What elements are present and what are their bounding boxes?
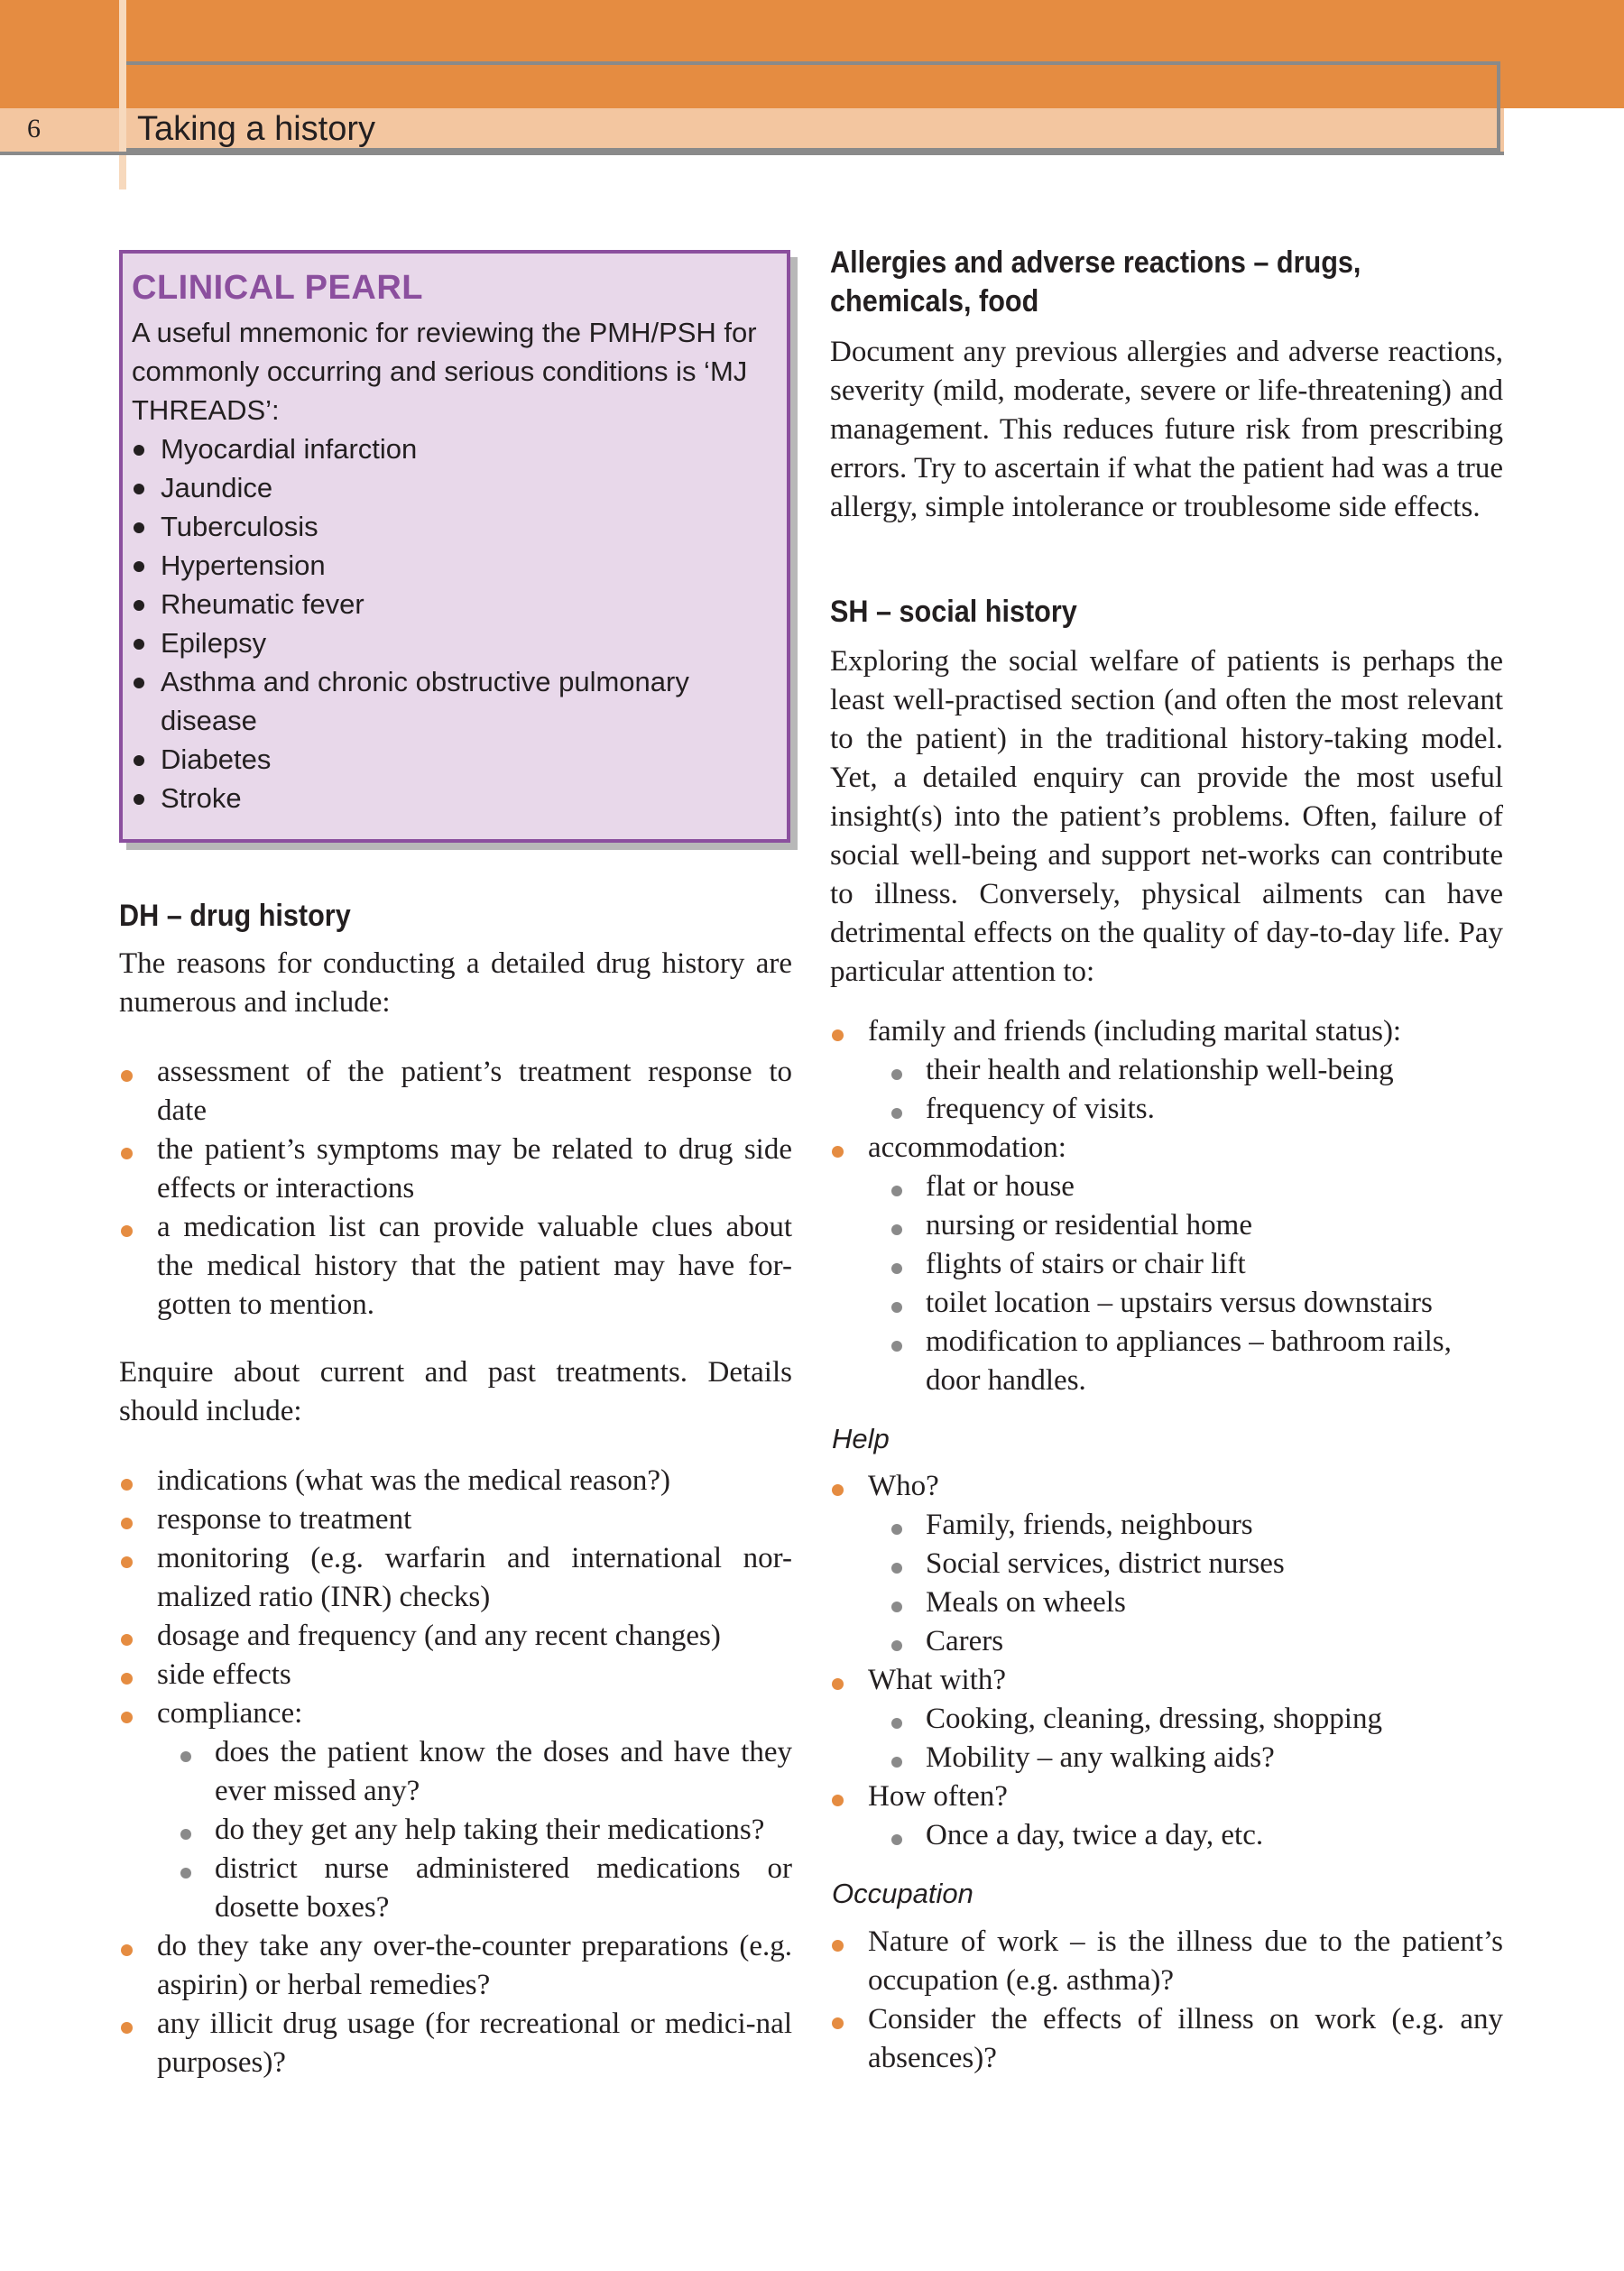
help-list [830,1467,1503,1855]
bullet-icon [134,678,144,688]
bullet-icon [121,1070,133,1082]
list-item: assessment of the patient’s treatment response to date [119,1053,792,1131]
bullet-icon [891,1524,902,1535]
bullet-icon [121,1518,133,1529]
bullet-icon [891,1263,902,1274]
bullet-icon [891,1069,902,1080]
bullet-icon [891,1302,902,1313]
clinical-pearl-list [132,429,738,817]
drug-history-reasons [119,1053,792,1325]
bullet-icon [134,755,144,766]
drug-history-intro: The reasons for conducting a detailed drug history are numerous and include: [119,947,792,1019]
bullet-icon [891,1757,902,1768]
bullet-icon [134,522,144,533]
bullet-icon [832,1029,844,1041]
bullet-icon [891,1563,902,1574]
list-item: dosage and frequency (and any recent changes) [119,1617,792,1656]
sub-list-item: does the patient know the doses and have they ever missed any? [119,1733,792,1811]
bullet-icon [891,1341,902,1352]
sub-list-item: frequency of visits. [830,1090,1503,1129]
sub-list-item: Meals on wheels [830,1583,1503,1622]
bullet-icon [891,1718,902,1729]
bullet-icon [134,445,144,456]
header-divider [119,0,126,189]
list-item: compliance: [119,1694,792,1733]
sub-list-item: flights of stairs or chair lift [830,1245,1503,1284]
list-item: Nature of work – is the illness due to the patient’s occupation (e.g. asthma)? [830,1923,1503,2000]
clinical-pearl-intro: A useful mnemonic for reviewing the PMH/PSH for commonly occurring and serious conditions is ‘MJ THREADS’: [132,317,757,426]
clinical-pearl-title: CLINICAL PEARL [132,269,423,307]
bullet-icon [832,1484,844,1496]
bullet-icon [180,1829,191,1840]
list-item: do they take any over-the-counter preparations (e.g. aspirin) or herbal remedies? [119,1927,792,2005]
bullet-icon [891,1602,902,1612]
drug-history-details [119,1462,792,2082]
bullet-icon [134,639,144,650]
list-item: Epilepsy [132,623,738,662]
bullet-icon [134,600,144,611]
list-item: response to treatment [119,1500,792,1539]
bullet-icon [180,1751,191,1762]
bullet-icon [891,1834,902,1845]
bullet-icon [134,561,144,572]
social-history-list [830,1012,1503,1400]
bullet-icon [832,1678,844,1690]
bullet-icon [121,2022,133,2034]
social-history-heading: SH – social history [830,595,1077,629]
list-item: Stroke [132,779,738,817]
list-item: indications (what was the medical reason?) [119,1462,792,1500]
list-item: a medication list can provide valuable clues about the medical history that the patient may have for-gotten to mention. [119,1208,792,1325]
bullet-icon [121,1634,133,1646]
list-item: Hypertension [132,546,738,585]
help-heading: Help [832,1423,890,1454]
list-item: Consider the effects of illness on work (e.g. any absences)? [830,2000,1503,2078]
bullet-icon [134,484,144,494]
list-item: Jaundice [132,468,738,507]
list-item: Asthma and chronic obstructive pulmonary disease [132,662,738,740]
bullet-icon [134,794,144,805]
list-item: Tuberculosis [132,507,738,546]
occupation-list [830,1923,1503,2078]
sub-list-item: nursing or residential home [830,1206,1503,1245]
allergies-body: Document any previous allergies and adverse reactions, severity (mild, moderate, severe or life-threatening) and management. This reduces future risk from prescribing errors. Try to ascertain if what the patient had was a true allergy, simple intolerance or troublesome side effects. [830,336,1503,523]
bullet-icon [121,1148,133,1159]
running-title: Taking a history [137,110,376,148]
bullet-icon [891,1224,902,1235]
occupation-heading: Occupation [832,1878,973,1909]
sub-list-item: flat or house [830,1168,1503,1206]
bullet-icon [891,1640,902,1651]
drug-history-heading: DH – drug history [119,899,351,933]
bullet-icon [121,1944,133,1956]
bullet-icon [121,1556,133,1568]
sub-list-item: toilet location – upstairs versus downstairs [830,1284,1503,1323]
bullet-icon [832,1940,844,1952]
bullet-icon [832,1795,844,1806]
sub-list-item: Mobility – any walking aids? [830,1739,1503,1777]
list-item: family and friends (including marital status): [830,1012,1503,1051]
list-item: side effects [119,1656,792,1694]
drug-history-enquire: Enquire about current and past treatments. Details should include: [119,1356,792,1427]
list-item: Diabetes [132,740,738,779]
bullet-icon [121,1673,133,1685]
bullet-icon [180,1868,191,1879]
list-item: monitoring (e.g. warfarin and international nor-malized ratio (INR) checks) [119,1539,792,1617]
header-rule [0,152,1504,155]
bullet-icon [121,1712,133,1723]
sub-list-item: do they get any help taking their medications? [119,1811,792,1850]
bullet-icon [832,1146,844,1158]
allergies-heading: Allergies and adverse reactions – drugs, chemicals, food [830,245,1361,318]
bullet-icon [121,1479,133,1491]
bullet-icon [891,1108,902,1119]
sub-list-item: Cooking, cleaning, dressing, shopping [830,1700,1503,1739]
list-item: accommodation: [830,1129,1503,1168]
sub-list-item: Once a day, twice a day, etc. [830,1816,1503,1855]
sub-list-item: Carers [830,1622,1503,1661]
list-item: Rheumatic fever [132,585,738,623]
list-item: the patient’s symptoms may be related to drug side effects or interactions [119,1131,792,1208]
sub-list-item: Social services, district nurses [830,1545,1503,1583]
list-item: Who? [830,1467,1503,1506]
list-item: any illicit drug usage (for recreational or medici-nal purposes)? [119,2005,792,2082]
bullet-icon [891,1186,902,1196]
sub-list-item: Family, friends, neighbours [830,1506,1503,1545]
list-item: What with? [830,1661,1503,1700]
social-history-body: Exploring the social welfare of patients is perhaps the least well-practised section (and often the most relevant to the patient) in the traditional history-taking model. Yet, a detailed enquiry can provide the most useful insight(s) into the patient’s problems. Often, failure of social well-being and support net-works can contribute to illness. Conversely, physical ailments can have detrimental effects on the quality of day-to-day life. Pay particular attention to: [830,645,1503,988]
list-item: How often? [830,1777,1503,1816]
sub-list-item: their health and relationship well-being [830,1051,1503,1090]
sub-list-item: district nurse administered medications or dosette boxes? [119,1850,792,1927]
list-item: Myocardial infarction [132,429,738,468]
bullet-icon [121,1225,133,1237]
page-number: 6 [27,114,41,143]
sub-list-item: modification to appliances – bathroom rails, door handles. [830,1323,1503,1400]
bullet-icon [832,2017,844,2029]
